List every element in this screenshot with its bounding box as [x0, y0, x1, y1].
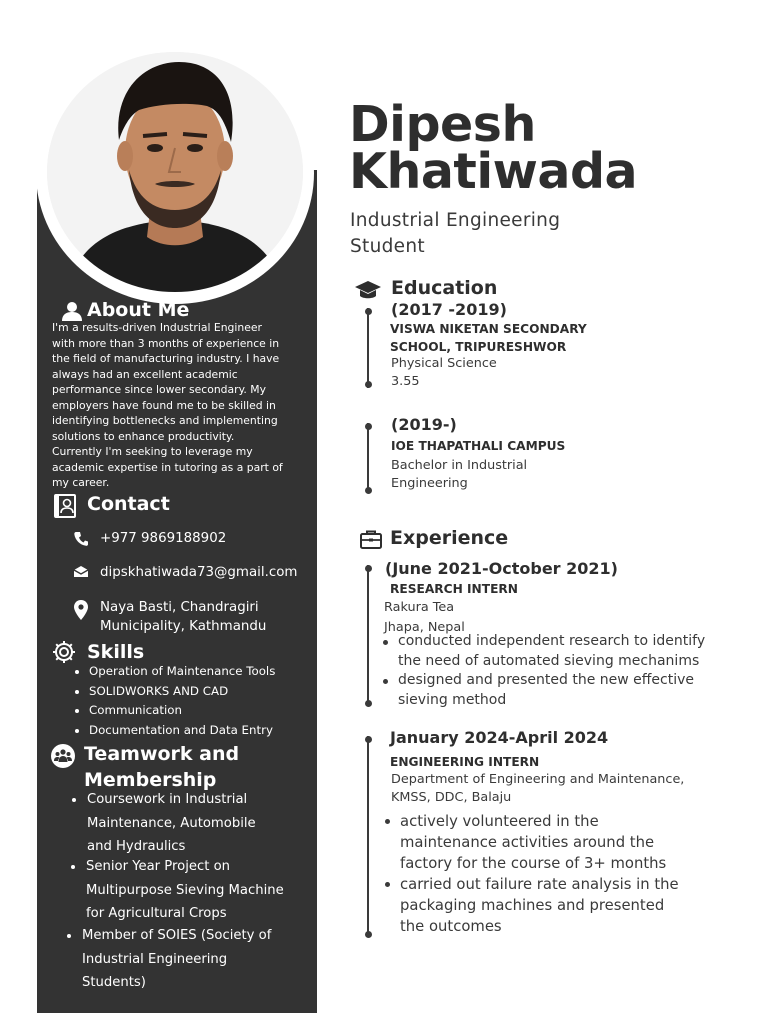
teamwork-list — [82, 924, 312, 995]
teamwork-item-line: Students) — [82, 975, 146, 991]
education-school: IOE THAPATHALI CAMPUS — [391, 439, 566, 453]
experience-bullet — [400, 874, 679, 937]
timeline-line — [367, 423, 369, 491]
education-school — [390, 320, 587, 356]
skill-item: Communication — [74, 701, 314, 721]
teamwork-item-line: and Hydraulics — [87, 839, 186, 855]
experience-bullets — [398, 632, 705, 710]
teamwork-item-line: for Agricultural Crops — [86, 906, 227, 922]
teamwork-title — [84, 741, 239, 793]
briefcase-icon — [360, 530, 382, 554]
job-title — [350, 208, 560, 260]
timeline-dot — [365, 423, 372, 430]
school-line: SCHOOL, TRIPURESHWOR — [390, 340, 567, 354]
about-title: About Me — [87, 299, 190, 321]
last-name: Khatiwada — [349, 143, 638, 200]
bullet-line: packaging machines and presented — [400, 897, 665, 914]
teamwork-item — [82, 924, 312, 995]
location-pin-icon — [74, 600, 88, 625]
bullet-line: actively volunteered in the — [400, 813, 599, 830]
skill-item: Documentation and Data Entry — [74, 721, 314, 741]
full-name — [349, 96, 638, 200]
experience-title: Experience — [390, 527, 509, 549]
teamwork-item-line: Senior Year Project on — [86, 859, 231, 874]
about-line: I'm a results-driven Industrial Engineer — [52, 321, 262, 334]
timeline-dot — [365, 736, 372, 743]
teamwork-list — [87, 788, 312, 859]
address-line: Naya Basti, Chandragiri — [100, 600, 259, 615]
about-line: with more than 3 months of experience in — [52, 336, 280, 350]
about-line: Currently I'm seeking to leverage my — [52, 445, 253, 458]
about-line: the field of manufacturing industry. I have — [52, 352, 280, 365]
teamwork-item-line: Maintenance, Automobile — [87, 815, 256, 831]
experience-bullet — [398, 671, 705, 710]
bullet-line: maintenance activities around the — [400, 834, 655, 851]
education-date: (2019-) — [391, 415, 457, 434]
timeline-dot — [365, 381, 372, 388]
company-line: Jhapa, Nepal — [384, 619, 465, 635]
address-line: Municipality, Kathmandu — [100, 619, 267, 634]
timeline-dot — [365, 487, 372, 494]
timeline-line — [367, 565, 369, 705]
teamwork-item — [87, 788, 312, 859]
contact-card-icon — [54, 494, 76, 523]
skills-title: Skills — [87, 641, 145, 663]
gear-icon — [52, 640, 76, 669]
experience-bullet — [400, 811, 679, 874]
education-detail — [391, 457, 527, 493]
about-body — [52, 320, 316, 491]
teamwork-list — [86, 855, 311, 926]
contact-phone[interactable]: +977 9869188902 — [100, 531, 227, 546]
contact-email[interactable]: dipskhatiwada73@gmail.com — [100, 565, 298, 580]
skill-item: Operation of Maintenance Tools — [74, 662, 314, 682]
company-line: Department of Engineering and Maintenance, — [391, 772, 685, 787]
group-icon — [50, 743, 76, 774]
education-field: Bachelor in Industrial — [391, 458, 528, 473]
experience-company — [391, 771, 684, 807]
person-icon — [61, 301, 83, 321]
education-date: (2017 -2019) — [391, 300, 507, 319]
bullet-line: carried out failure rate analysis in the — [400, 876, 679, 893]
mail-icon — [73, 565, 89, 583]
profile-photo — [47, 52, 303, 292]
job-title-line: Student — [350, 236, 425, 257]
timeline-line — [367, 308, 369, 388]
timeline-dot — [365, 308, 372, 315]
job-title-line: Industrial Engineering — [350, 210, 561, 231]
teamwork-item-line: Member of SOIES (Society of — [82, 928, 272, 943]
experience-date: (June 2021-October 2021) — [385, 559, 618, 578]
education-title: Education — [391, 277, 498, 299]
graduation-cap-icon — [354, 279, 382, 306]
about-line: my career. — [52, 476, 110, 489]
skill-item: SOLIDWORKS AND CAD — [74, 682, 314, 702]
phone-icon — [74, 531, 88, 551]
contact-address — [100, 598, 266, 636]
experience-bullet — [398, 632, 705, 671]
company-line: KMSS, DDC, Balaju — [391, 790, 512, 805]
bullet-line: the outcomes — [400, 918, 502, 935]
teamwork-item — [86, 855, 311, 926]
about-line: solutions to enhance productivity. — [52, 429, 235, 443]
about-line: academic expertise in tutoring as a part of — [52, 460, 283, 474]
timeline-dot — [365, 931, 372, 938]
experience-role: ENGINEERING INTERN — [390, 755, 540, 769]
school-line: VISWA NIKETAN SECONDARY — [390, 322, 587, 336]
education-grade: 3.55 — [391, 374, 420, 389]
bullet-line: conducted independent research to identify — [398, 633, 706, 649]
teamwork-item-line: Industrial Engineering — [82, 951, 228, 967]
company-line: Rakura Tea — [384, 600, 455, 615]
about-line: employers have found me to be skilled in — [52, 398, 276, 412]
education-field: Physical Science — [391, 356, 497, 371]
bullet-line: sieving method — [398, 691, 507, 708]
teamwork-item-line: Multipurpose Sieving Machine — [86, 882, 284, 898]
bullet-line: designed and presented the new effective — [398, 672, 695, 688]
first-name: Dipesh — [349, 96, 536, 153]
teamwork-title-line: Membership — [84, 769, 217, 791]
about-line: performance since lower secondary. My — [52, 383, 266, 396]
contact-title: Contact — [87, 493, 170, 515]
skills-list — [74, 662, 314, 740]
experience-bullets — [400, 811, 679, 937]
bullet-line: factory for the course of 3+ months — [400, 855, 667, 872]
teamwork-item-line: Coursework in Industrial — [87, 792, 248, 807]
bullet-line: the need of automated sieving mechanims — [398, 652, 700, 669]
timeline-dot — [365, 700, 372, 707]
timeline-line — [367, 736, 369, 936]
experience-date: January 2024-April 2024 — [390, 728, 609, 747]
education-field: Engineering — [391, 476, 468, 491]
education-detail — [391, 355, 497, 391]
about-line: identifying bottlenecks and implementing — [52, 414, 278, 427]
about-line: always had an excellent academic — [52, 367, 238, 381]
experience-role: RESEARCH INTERN — [390, 582, 518, 596]
teamwork-title-line: Teamwork and — [84, 743, 240, 765]
timeline-dot — [365, 565, 372, 572]
